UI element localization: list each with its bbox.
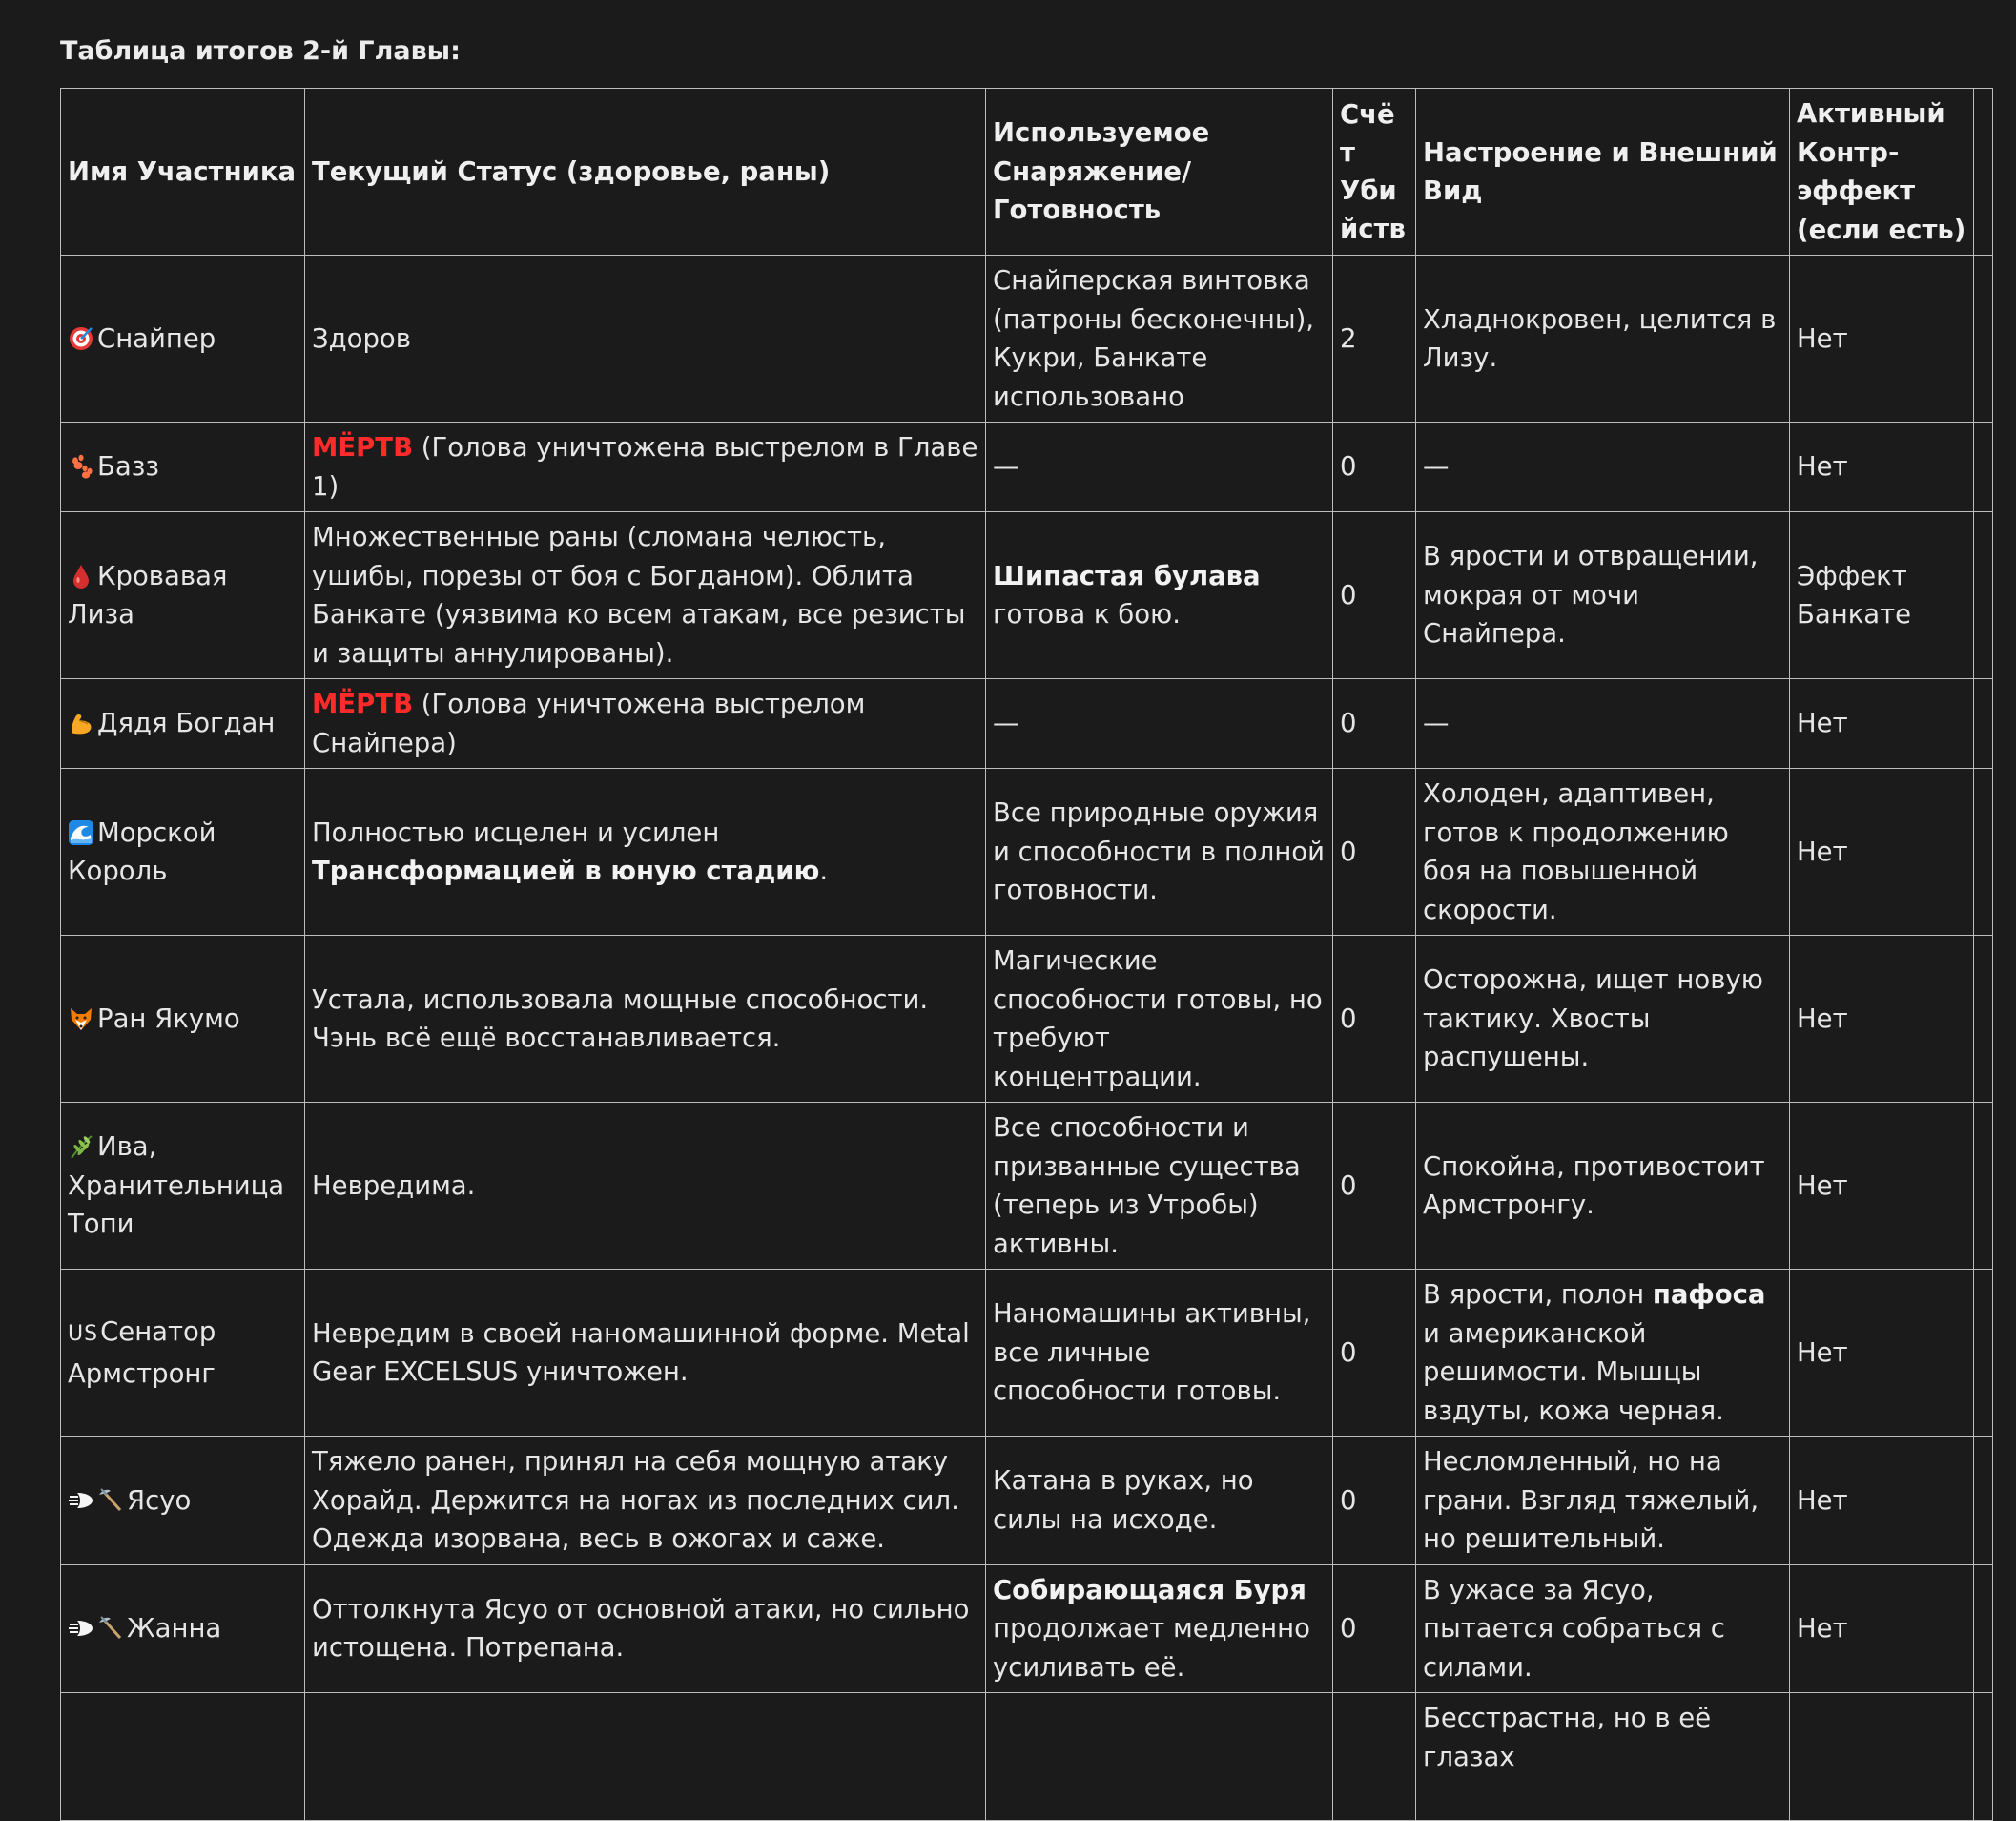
cell-empty <box>1974 1437 1993 1565</box>
cell-effect: Эффект Банкате <box>1790 512 1974 679</box>
cell-status <box>305 769 986 936</box>
cell-gear: Все природные оружия и способности в полной готовности. <box>986 769 1333 936</box>
cell-mood: Несломленный, но на грани. Взгляд тяжелый, но решительный. <box>1416 1437 1790 1565</box>
cell-kills: 0 <box>1333 512 1416 679</box>
table-row <box>61 256 1993 423</box>
participant-name: Ран Якумо <box>97 1003 240 1034</box>
table-row <box>61 1437 1993 1565</box>
cell-kills: 0 <box>1333 423 1416 512</box>
table-row <box>61 423 1993 512</box>
cell-name <box>61 512 305 679</box>
dead-label: МЁРТВ <box>312 432 414 463</box>
cell-mood: В ярости и отвращении, мокрая от мочи Снайпера. <box>1416 512 1790 679</box>
cell-status: Невредим в своей наномашинной форме. Metal Gear EXCELSUS уничтожен. <box>305 1270 986 1437</box>
gear-bold: Собирающаяся Буря <box>993 1574 1306 1605</box>
participant-name: Ива, Хранительница Топи <box>68 1131 285 1240</box>
cell-effect: Нет <box>1790 256 1974 423</box>
cell-effect: Нет <box>1790 1103 1974 1270</box>
header-gear: Используемое Снаряжение/Готовность <box>986 89 1333 256</box>
gear-bold: Шипастая булава <box>993 560 1261 591</box>
participant-name: Жанна <box>127 1613 222 1644</box>
pick-icon <box>97 1487 124 1514</box>
paw-prints-icon <box>68 453 94 480</box>
cell-mood: Хладнокровен, целится в Лизу. <box>1416 256 1790 423</box>
cell-status: Множественные раны (сломана челюсть, ушибы, порезы от боя с Богданом). Облита Банкате (уязвима ко всем атакам, все резисты и защиты аннулированы). <box>305 512 986 679</box>
cell-name <box>61 1437 305 1565</box>
cell-gear: Катана в руках, но силы на исходе. <box>986 1437 1333 1565</box>
table-row <box>61 769 1993 936</box>
cell-kills: 0 <box>1333 679 1416 769</box>
cell-kills: 0 <box>1333 1437 1416 1565</box>
cell-empty <box>1974 423 1993 512</box>
cell-mood: Осторожна, ищет новую тактику. Хвосты распушены. <box>1416 936 1790 1103</box>
header-name: Имя Участника <box>61 89 305 256</box>
cell-effect: Нет <box>1790 1270 1974 1437</box>
flexed-biceps-icon <box>68 710 94 736</box>
cell-status <box>305 1693 986 1821</box>
header-mood: Настроение и Внешний Вид <box>1416 89 1790 256</box>
table-row <box>61 1103 1993 1270</box>
cell-status: Невредима. <box>305 1103 986 1270</box>
cell-effect: Нет <box>1790 769 1974 936</box>
cell-gear: Магические способности готовы, но требуют концентрации. <box>986 936 1333 1103</box>
cell-name <box>61 1103 305 1270</box>
header-empty <box>1974 89 1993 256</box>
cell-effect: Нет <box>1790 1564 1974 1693</box>
table-row <box>61 1270 1993 1437</box>
gear-text: готова к бою. <box>993 599 1181 630</box>
target-icon <box>68 325 94 352</box>
status-text: (Голова уничтожена выстрелом в Главе 1) <box>312 432 978 502</box>
cell-empty <box>1974 769 1993 936</box>
cell-kills: 0 <box>1333 936 1416 1103</box>
cell-gear <box>986 512 1333 679</box>
cell-empty <box>1974 679 1993 769</box>
table-row <box>61 1693 1993 1821</box>
page-title: Таблица итогов 2-й Главы: <box>60 36 461 66</box>
cell-effect: Нет <box>1790 423 1974 512</box>
dead-label: МЁРТВ <box>312 689 414 719</box>
cell-name <box>61 423 305 512</box>
cell-gear: — <box>986 679 1333 769</box>
mood-text-end: и американской решимости. Мышцы вздуты, кожа черная. <box>1423 1317 1724 1426</box>
cell-kills <box>1333 1693 1416 1821</box>
cell-empty <box>1974 1693 1993 1821</box>
mood-bold: пафоса <box>1652 1279 1766 1310</box>
cell-mood: Холоден, адаптивен, готов к продолжению боя на повышенной скорости. <box>1416 769 1790 936</box>
cell-name <box>61 1270 305 1437</box>
cell-mood: Спокойна, противостоит Армстронгу. <box>1416 1103 1790 1270</box>
participant-name: Морской Король <box>68 817 216 886</box>
cell-kills: 0 <box>1333 1564 1416 1693</box>
blood-drop-icon <box>68 563 94 590</box>
cell-status: Оттолкнута Ясуо от основной атаки, но сильно истощена. Потрепана. <box>305 1564 986 1693</box>
cell-effect: Нет <box>1790 679 1974 769</box>
cell-empty <box>1974 1103 1993 1270</box>
cell-effect <box>1790 1693 1974 1821</box>
cell-gear: Снайперская винтовка (патроны бесконечны), Кукри, Банкате использовано <box>986 256 1333 423</box>
cell-gear: Все способности и призванные существа (теперь из Утробы) активны. <box>986 1103 1333 1270</box>
dash-icon <box>68 1487 94 1514</box>
cell-status: Тяжело ранен, принял на себя мощную атаку Хорайд. Держится на ногах из последних сил. Одежда изорвана, весь в ожогах и саже. <box>305 1437 986 1565</box>
participant-name: Дядя Богдан <box>97 708 276 739</box>
table-row <box>61 512 1993 679</box>
cell-mood <box>1416 1270 1790 1437</box>
cell-empty <box>1974 512 1993 679</box>
cell-kills: 0 <box>1333 1103 1416 1270</box>
cell-empty <box>1974 1270 1993 1437</box>
summary-table <box>60 88 1993 1821</box>
herb-icon <box>68 1133 94 1160</box>
status-text: (Голова уничтожена выстрелом Снайпера) <box>312 689 866 758</box>
cell-status <box>305 423 986 512</box>
cell-gear <box>986 1693 1333 1821</box>
cell-kills: 0 <box>1333 1270 1416 1437</box>
cell-empty <box>1974 256 1993 423</box>
participant-name: Ясуо <box>127 1484 192 1516</box>
cell-status: Устала, использовала мощные способности. Чэнь всё ещё восстанавливается. <box>305 936 986 1103</box>
cell-mood: Бесстрастна, но в её глазах <box>1416 1693 1790 1821</box>
cell-name <box>61 256 305 423</box>
us-flag-icon: US <box>68 1322 99 1346</box>
cell-gear: — <box>986 423 1333 512</box>
mood-text: В ярости, полон <box>1423 1279 1653 1310</box>
cell-status <box>305 679 986 769</box>
cell-name <box>61 1693 305 1821</box>
cell-name <box>61 936 305 1103</box>
cell-effect: Нет <box>1790 1437 1974 1565</box>
table-row <box>61 1564 1993 1693</box>
cell-mood: — <box>1416 423 1790 512</box>
header-kills: Счёт Убийств <box>1333 89 1416 256</box>
table-row <box>61 679 1993 769</box>
status-text-end: . <box>819 856 829 886</box>
table-header-row <box>61 89 1993 256</box>
header-effect: Активный Контр-эффект (если есть) <box>1790 89 1974 256</box>
pick-icon <box>97 1615 124 1642</box>
cell-kills: 2 <box>1333 256 1416 423</box>
cell-name <box>61 769 305 936</box>
table-row <box>61 936 1993 1103</box>
participant-name: Кровавая Лиза <box>68 560 228 630</box>
cell-empty <box>1974 1564 1993 1693</box>
status-bold: Трансформацией в юную стадию <box>312 856 820 886</box>
dash-icon <box>68 1615 94 1642</box>
cell-empty <box>1974 936 1993 1103</box>
participant-name: Сенатор Армстронг <box>68 1316 216 1389</box>
gear-text: продолжает медленно усиливать её. <box>993 1613 1310 1683</box>
cell-gear: Наномашины активны, все личные способности готовы. <box>986 1270 1333 1437</box>
cell-status: Здоров <box>305 256 986 423</box>
cell-mood: — <box>1416 679 1790 769</box>
status-text: Полностью исцелен и усилен <box>312 817 720 848</box>
cell-mood: В ужасе за Ясуо, пытается собраться с силами. <box>1416 1564 1790 1693</box>
header-status: Текущий Статус (здоровье, раны) <box>305 89 986 256</box>
cell-name <box>61 679 305 769</box>
cell-name <box>61 1564 305 1693</box>
cell-gear <box>986 1564 1333 1693</box>
participant-name: Базз <box>97 451 159 483</box>
wave-icon <box>68 819 94 846</box>
fox-icon <box>68 1005 94 1032</box>
participant-name: Снайпер <box>97 322 216 354</box>
cell-effect: Нет <box>1790 936 1974 1103</box>
cell-kills: 0 <box>1333 769 1416 936</box>
